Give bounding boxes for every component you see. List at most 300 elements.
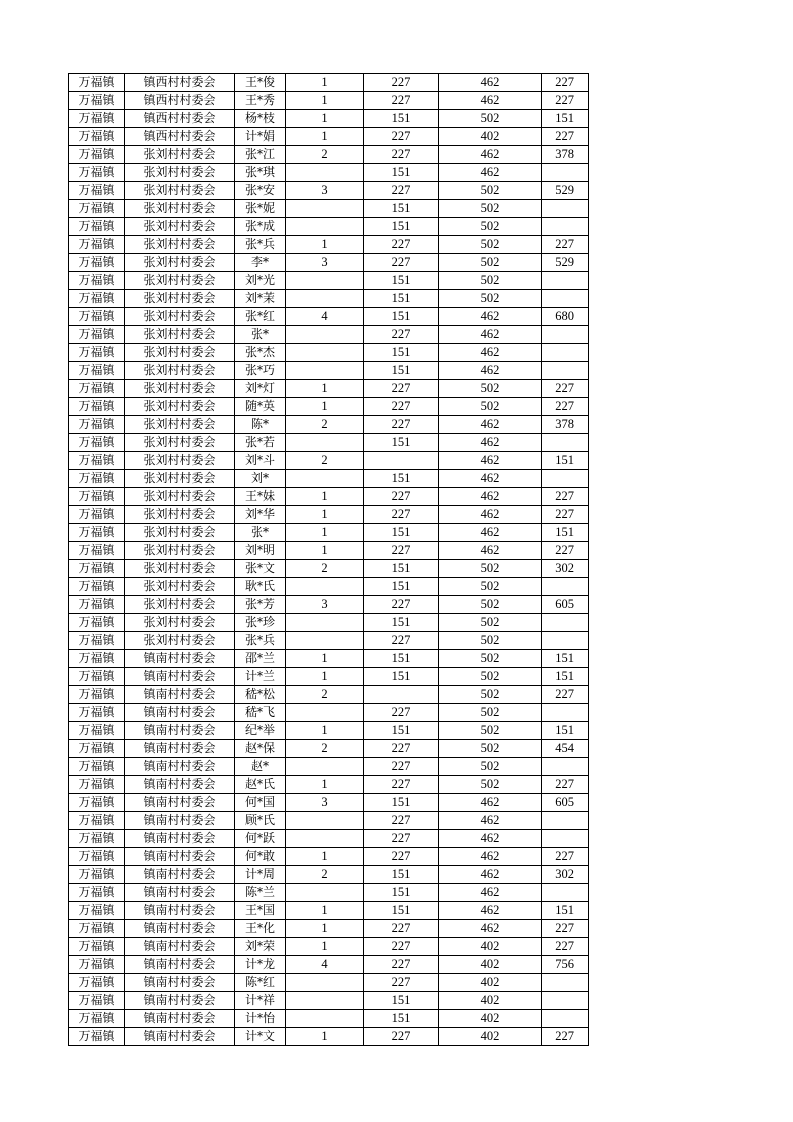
count-cell: 2 xyxy=(286,146,364,164)
table-row xyxy=(69,722,589,740)
name-cell: 嵇*松 xyxy=(235,686,286,704)
town-cell: 万福镇 xyxy=(69,848,125,866)
count-cell: 2 xyxy=(286,686,364,704)
table-row xyxy=(69,866,589,884)
value-b-cell: 402 xyxy=(439,938,542,956)
value-a-cell: 151 xyxy=(364,1010,439,1028)
value-b-cell: 462 xyxy=(439,164,542,182)
value-a-cell: 227 xyxy=(364,506,439,524)
count-cell xyxy=(286,704,364,722)
table-row xyxy=(69,560,589,578)
town-cell: 万福镇 xyxy=(69,110,125,128)
town-cell: 万福镇 xyxy=(69,218,125,236)
town-cell: 万福镇 xyxy=(69,146,125,164)
town-cell: 万福镇 xyxy=(69,416,125,434)
table-row xyxy=(69,236,589,254)
count-cell: 1 xyxy=(286,650,364,668)
table-row xyxy=(69,794,589,812)
value-a-cell: 151 xyxy=(364,722,439,740)
name-cell: 何*敢 xyxy=(235,848,286,866)
village-cell: 镇南村村委会 xyxy=(125,740,235,758)
value-a-cell: 151 xyxy=(364,164,439,182)
total-cell xyxy=(542,272,589,290)
village-cell: 镇南村村委会 xyxy=(125,722,235,740)
table-row xyxy=(69,686,589,704)
total-cell xyxy=(542,758,589,776)
table-row xyxy=(69,290,589,308)
town-cell: 万福镇 xyxy=(69,866,125,884)
table-row xyxy=(69,470,589,488)
name-cell: 刘*荣 xyxy=(235,938,286,956)
table-row xyxy=(69,74,589,92)
count-cell: 1 xyxy=(286,722,364,740)
count-cell xyxy=(286,884,364,902)
total-cell xyxy=(542,164,589,182)
village-cell: 张刘村村委会 xyxy=(125,218,235,236)
village-cell: 张刘村村委会 xyxy=(125,236,235,254)
village-cell: 张刘村村委会 xyxy=(125,614,235,632)
total-cell: 151 xyxy=(542,110,589,128)
total-cell xyxy=(542,974,589,992)
table-row xyxy=(69,110,589,128)
table-row xyxy=(69,398,589,416)
total-cell xyxy=(542,830,589,848)
village-cell: 镇南村村委会 xyxy=(125,830,235,848)
village-cell: 镇南村村委会 xyxy=(125,650,235,668)
name-cell: 陈*兰 xyxy=(235,884,286,902)
town-cell: 万福镇 xyxy=(69,272,125,290)
table-row xyxy=(69,848,589,866)
village-cell: 镇南村村委会 xyxy=(125,794,235,812)
table-row xyxy=(69,614,589,632)
town-cell: 万福镇 xyxy=(69,920,125,938)
count-cell xyxy=(286,164,364,182)
total-cell: 151 xyxy=(542,902,589,920)
total-cell: 378 xyxy=(542,416,589,434)
count-cell: 1 xyxy=(286,938,364,956)
name-cell: 刘*明 xyxy=(235,542,286,560)
value-b-cell: 462 xyxy=(439,524,542,542)
value-b-cell: 462 xyxy=(439,416,542,434)
value-b-cell: 462 xyxy=(439,470,542,488)
count-cell: 2 xyxy=(286,740,364,758)
name-cell: 陈*红 xyxy=(235,974,286,992)
count-cell: 3 xyxy=(286,182,364,200)
value-a-cell: 151 xyxy=(364,200,439,218)
town-cell: 万福镇 xyxy=(69,236,125,254)
town-cell: 万福镇 xyxy=(69,686,125,704)
village-cell: 张刘村村委会 xyxy=(125,632,235,650)
count-cell xyxy=(286,812,364,830)
total-cell xyxy=(542,290,589,308)
count-cell xyxy=(286,632,364,650)
value-a-cell: 227 xyxy=(364,488,439,506)
value-a-cell: 227 xyxy=(364,938,439,956)
name-cell: 随*英 xyxy=(235,398,286,416)
village-cell: 镇西村村委会 xyxy=(125,92,235,110)
total-cell: 227 xyxy=(542,488,589,506)
value-a-cell: 151 xyxy=(364,308,439,326)
total-cell xyxy=(542,344,589,362)
value-a-cell: 151 xyxy=(364,524,439,542)
count-cell: 1 xyxy=(286,110,364,128)
name-cell: 王*化 xyxy=(235,920,286,938)
village-cell: 张刘村村委会 xyxy=(125,344,235,362)
value-a-cell: 227 xyxy=(364,704,439,722)
table-row xyxy=(69,200,589,218)
town-cell: 万福镇 xyxy=(69,812,125,830)
table-row xyxy=(69,506,589,524)
village-cell: 张刘村村委会 xyxy=(125,506,235,524)
value-a-cell: 227 xyxy=(364,812,439,830)
count-cell: 1 xyxy=(286,902,364,920)
total-cell: 529 xyxy=(542,182,589,200)
name-cell: 张*成 xyxy=(235,218,286,236)
count-cell: 1 xyxy=(286,506,364,524)
total-cell: 151 xyxy=(542,452,589,470)
town-cell: 万福镇 xyxy=(69,596,125,614)
town-cell: 万福镇 xyxy=(69,704,125,722)
name-cell: 王*妹 xyxy=(235,488,286,506)
town-cell: 万福镇 xyxy=(69,722,125,740)
value-b-cell: 502 xyxy=(439,614,542,632)
village-cell: 张刘村村委会 xyxy=(125,542,235,560)
value-a-cell: 227 xyxy=(364,956,439,974)
table-row xyxy=(69,488,589,506)
value-a-cell: 151 xyxy=(364,560,439,578)
value-b-cell: 462 xyxy=(439,542,542,560)
table-row xyxy=(69,920,589,938)
table-row xyxy=(69,308,589,326)
total-cell: 227 xyxy=(542,776,589,794)
count-cell: 2 xyxy=(286,866,364,884)
total-cell xyxy=(542,200,589,218)
village-cell: 张刘村村委会 xyxy=(125,380,235,398)
name-cell: 计*文 xyxy=(235,1028,286,1046)
count-cell: 3 xyxy=(286,254,364,272)
count-cell: 1 xyxy=(286,542,364,560)
value-a-cell: 227 xyxy=(364,254,439,272)
town-cell: 万福镇 xyxy=(69,632,125,650)
value-a-cell: 151 xyxy=(364,992,439,1010)
village-cell: 张刘村村委会 xyxy=(125,524,235,542)
count-cell xyxy=(286,578,364,596)
name-cell: 赵*氏 xyxy=(235,776,286,794)
value-b-cell: 462 xyxy=(439,434,542,452)
value-b-cell: 402 xyxy=(439,992,542,1010)
town-cell: 万福镇 xyxy=(69,974,125,992)
name-cell: 何*跃 xyxy=(235,830,286,848)
total-cell: 227 xyxy=(542,686,589,704)
village-cell: 镇南村村委会 xyxy=(125,866,235,884)
table-row xyxy=(69,128,589,146)
village-cell: 张刘村村委会 xyxy=(125,416,235,434)
value-a-cell: 151 xyxy=(364,902,439,920)
town-cell: 万福镇 xyxy=(69,92,125,110)
name-cell: 刘* xyxy=(235,470,286,488)
name-cell: 陈* xyxy=(235,416,286,434)
value-a-cell: 151 xyxy=(364,470,439,488)
total-cell: 227 xyxy=(542,92,589,110)
town-cell: 万福镇 xyxy=(69,668,125,686)
total-cell: 378 xyxy=(542,146,589,164)
table-row xyxy=(69,146,589,164)
value-a-cell: 227 xyxy=(364,1028,439,1046)
value-b-cell: 502 xyxy=(439,236,542,254)
count-cell: 2 xyxy=(286,452,364,470)
count-cell: 3 xyxy=(286,794,364,812)
table-row xyxy=(69,434,589,452)
table-row xyxy=(69,164,589,182)
name-cell: 耿*氏 xyxy=(235,578,286,596)
value-b-cell: 462 xyxy=(439,344,542,362)
village-cell: 镇南村村委会 xyxy=(125,884,235,902)
count-cell xyxy=(286,992,364,1010)
count-cell: 1 xyxy=(286,920,364,938)
town-cell: 万福镇 xyxy=(69,182,125,200)
count-cell: 1 xyxy=(286,74,364,92)
town-cell: 万福镇 xyxy=(69,614,125,632)
name-cell: 刘*灯 xyxy=(235,380,286,398)
total-cell: 151 xyxy=(542,722,589,740)
value-a-cell: 151 xyxy=(364,290,439,308)
total-cell xyxy=(542,326,589,344)
table-row xyxy=(69,362,589,380)
village-cell: 张刘村村委会 xyxy=(125,326,235,344)
name-cell: 刘*斗 xyxy=(235,452,286,470)
village-cell: 镇南村村委会 xyxy=(125,974,235,992)
value-b-cell: 502 xyxy=(439,650,542,668)
village-cell: 镇南村村委会 xyxy=(125,992,235,1010)
village-cell: 张刘村村委会 xyxy=(125,200,235,218)
village-cell: 镇西村村委会 xyxy=(125,74,235,92)
name-cell: 张*文 xyxy=(235,560,286,578)
value-a-cell: 227 xyxy=(364,92,439,110)
value-b-cell: 462 xyxy=(439,812,542,830)
village-cell: 张刘村村委会 xyxy=(125,470,235,488)
value-a-cell: 227 xyxy=(364,416,439,434)
count-cell xyxy=(286,326,364,344)
name-cell: 嵇*飞 xyxy=(235,704,286,722)
table-row xyxy=(69,326,589,344)
value-a-cell: 151 xyxy=(364,362,439,380)
total-cell xyxy=(542,704,589,722)
town-cell: 万福镇 xyxy=(69,344,125,362)
village-cell: 镇南村村委会 xyxy=(125,704,235,722)
town-cell: 万福镇 xyxy=(69,884,125,902)
value-b-cell: 502 xyxy=(439,272,542,290)
name-cell: 计*娟 xyxy=(235,128,286,146)
village-cell: 镇南村村委会 xyxy=(125,956,235,974)
town-cell: 万福镇 xyxy=(69,326,125,344)
town-cell: 万福镇 xyxy=(69,488,125,506)
town-cell: 万福镇 xyxy=(69,74,125,92)
table-row xyxy=(69,452,589,470)
value-a-cell: 227 xyxy=(364,146,439,164)
value-b-cell: 502 xyxy=(439,560,542,578)
village-cell: 镇南村村委会 xyxy=(125,668,235,686)
name-cell: 张*芳 xyxy=(235,596,286,614)
count-cell: 2 xyxy=(286,560,364,578)
count-cell xyxy=(286,470,364,488)
value-b-cell: 462 xyxy=(439,362,542,380)
table-row xyxy=(69,974,589,992)
table-row xyxy=(69,938,589,956)
value-b-cell: 502 xyxy=(439,182,542,200)
village-cell: 镇南村村委会 xyxy=(125,938,235,956)
table-row xyxy=(69,542,589,560)
town-cell: 万福镇 xyxy=(69,128,125,146)
value-b-cell: 462 xyxy=(439,452,542,470)
total-cell: 227 xyxy=(542,848,589,866)
village-cell: 镇南村村委会 xyxy=(125,758,235,776)
total-cell xyxy=(542,812,589,830)
count-cell xyxy=(286,218,364,236)
count-cell: 1 xyxy=(286,380,364,398)
count-cell xyxy=(286,272,364,290)
value-a-cell: 227 xyxy=(364,542,439,560)
count-cell xyxy=(286,830,364,848)
count-cell: 4 xyxy=(286,308,364,326)
town-cell: 万福镇 xyxy=(69,578,125,596)
value-a-cell: 151 xyxy=(364,110,439,128)
name-cell: 张*珍 xyxy=(235,614,286,632)
value-a-cell: 151 xyxy=(364,866,439,884)
name-cell: 张*江 xyxy=(235,146,286,164)
value-b-cell: 462 xyxy=(439,326,542,344)
town-cell: 万福镇 xyxy=(69,308,125,326)
town-cell: 万福镇 xyxy=(69,650,125,668)
total-cell: 151 xyxy=(542,668,589,686)
name-cell: 计*祥 xyxy=(235,992,286,1010)
town-cell: 万福镇 xyxy=(69,506,125,524)
count-cell: 1 xyxy=(286,488,364,506)
town-cell: 万福镇 xyxy=(69,1028,125,1046)
value-b-cell: 502 xyxy=(439,704,542,722)
value-b-cell: 462 xyxy=(439,920,542,938)
count-cell xyxy=(286,434,364,452)
town-cell: 万福镇 xyxy=(69,290,125,308)
value-a-cell: 227 xyxy=(364,182,439,200)
village-cell: 张刘村村委会 xyxy=(125,254,235,272)
table-row xyxy=(69,668,589,686)
village-cell: 镇南村村委会 xyxy=(125,1028,235,1046)
village-cell: 张刘村村委会 xyxy=(125,488,235,506)
village-cell: 镇南村村委会 xyxy=(125,902,235,920)
name-cell: 刘*华 xyxy=(235,506,286,524)
value-a-cell: 227 xyxy=(364,128,439,146)
village-cell: 张刘村村委会 xyxy=(125,578,235,596)
village-cell: 镇南村村委会 xyxy=(125,848,235,866)
village-cell: 张刘村村委会 xyxy=(125,272,235,290)
value-b-cell: 402 xyxy=(439,956,542,974)
table-row xyxy=(69,272,589,290)
value-a-cell: 227 xyxy=(364,596,439,614)
table-row xyxy=(69,632,589,650)
value-a-cell: 227 xyxy=(364,848,439,866)
value-a-cell: 227 xyxy=(364,632,439,650)
value-a-cell: 151 xyxy=(364,884,439,902)
total-cell xyxy=(542,632,589,650)
table-row xyxy=(69,956,589,974)
value-b-cell: 502 xyxy=(439,110,542,128)
value-b-cell: 502 xyxy=(439,380,542,398)
count-cell xyxy=(286,614,364,632)
value-a-cell: 151 xyxy=(364,650,439,668)
value-a-cell xyxy=(364,452,439,470)
total-cell: 227 xyxy=(542,938,589,956)
value-a-cell: 151 xyxy=(364,344,439,362)
total-cell xyxy=(542,434,589,452)
table-row xyxy=(69,254,589,272)
town-cell: 万福镇 xyxy=(69,380,125,398)
total-cell: 151 xyxy=(542,650,589,668)
value-b-cell: 502 xyxy=(439,776,542,794)
name-cell: 计*怡 xyxy=(235,1010,286,1028)
town-cell: 万福镇 xyxy=(69,524,125,542)
town-cell: 万福镇 xyxy=(69,200,125,218)
total-cell xyxy=(542,362,589,380)
count-cell xyxy=(286,362,364,380)
total-cell: 227 xyxy=(542,236,589,254)
value-a-cell: 151 xyxy=(364,272,439,290)
village-cell: 张刘村村委会 xyxy=(125,452,235,470)
name-cell: 邵*兰 xyxy=(235,650,286,668)
table-row xyxy=(69,740,589,758)
table-row xyxy=(69,884,589,902)
name-cell: 刘*光 xyxy=(235,272,286,290)
table-row xyxy=(69,992,589,1010)
table-row xyxy=(69,92,589,110)
value-b-cell: 502 xyxy=(439,218,542,236)
value-b-cell: 462 xyxy=(439,902,542,920)
value-a-cell: 151 xyxy=(364,434,439,452)
village-cell: 张刘村村委会 xyxy=(125,290,235,308)
village-cell: 镇南村村委会 xyxy=(125,776,235,794)
value-b-cell: 462 xyxy=(439,308,542,326)
name-cell: 张*妮 xyxy=(235,200,286,218)
name-cell: 刘*茉 xyxy=(235,290,286,308)
name-cell: 顾*氏 xyxy=(235,812,286,830)
village-cell: 张刘村村委会 xyxy=(125,560,235,578)
name-cell: 何*国 xyxy=(235,794,286,812)
total-cell xyxy=(542,470,589,488)
value-a-cell: 227 xyxy=(364,380,439,398)
town-cell: 万福镇 xyxy=(69,830,125,848)
name-cell: 王*国 xyxy=(235,902,286,920)
village-cell: 张刘村村委会 xyxy=(125,596,235,614)
table-row xyxy=(69,596,589,614)
value-a-cell: 227 xyxy=(364,398,439,416)
town-cell: 万福镇 xyxy=(69,560,125,578)
town-cell: 万福镇 xyxy=(69,740,125,758)
count-cell xyxy=(286,758,364,776)
name-cell: 张* xyxy=(235,524,286,542)
name-cell: 王*俊 xyxy=(235,74,286,92)
value-b-cell: 502 xyxy=(439,722,542,740)
value-a-cell: 151 xyxy=(364,668,439,686)
town-cell: 万福镇 xyxy=(69,956,125,974)
value-b-cell: 462 xyxy=(439,830,542,848)
value-b-cell: 462 xyxy=(439,506,542,524)
total-cell xyxy=(542,218,589,236)
village-cell: 镇南村村委会 xyxy=(125,812,235,830)
value-b-cell: 502 xyxy=(439,596,542,614)
name-cell: 张*若 xyxy=(235,434,286,452)
total-cell xyxy=(542,578,589,596)
town-cell: 万福镇 xyxy=(69,776,125,794)
name-cell: 赵* xyxy=(235,758,286,776)
